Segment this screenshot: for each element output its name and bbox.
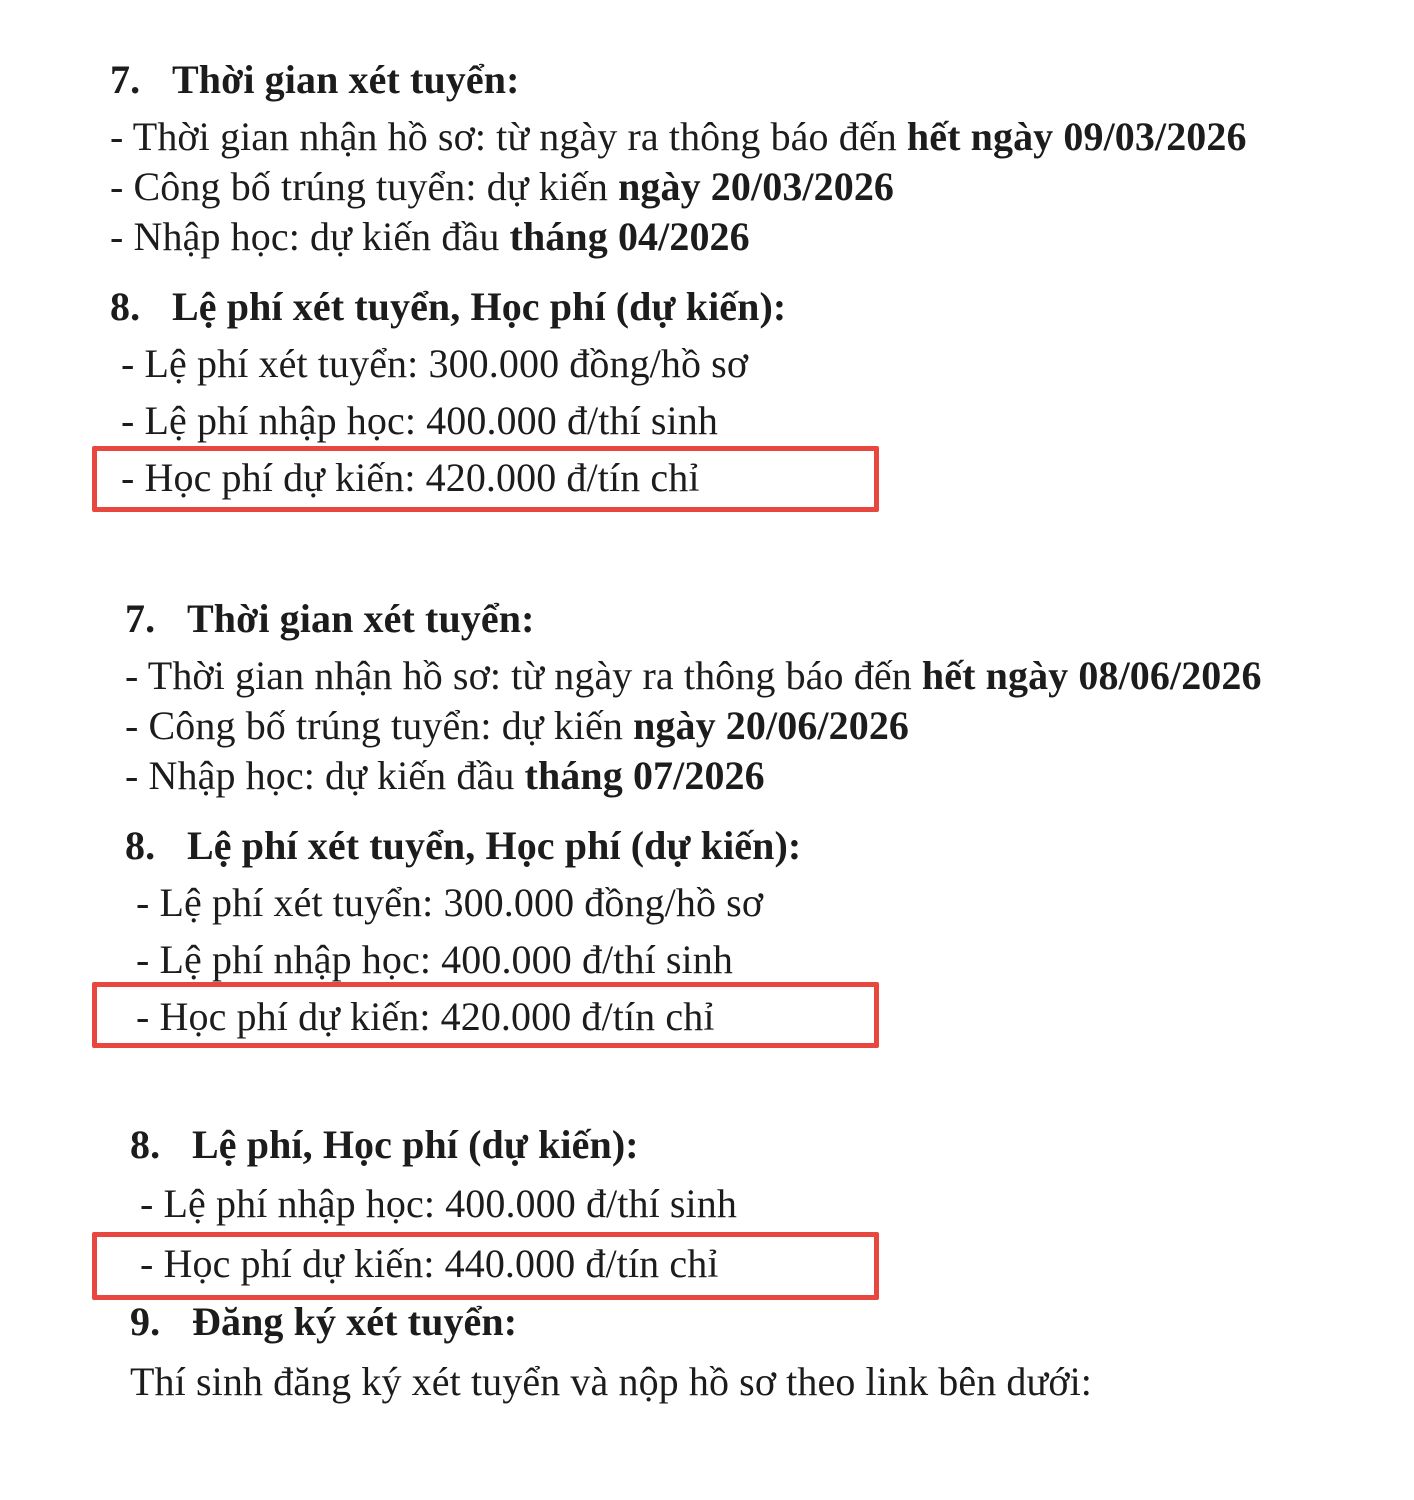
- line-text: - Công bố trúng tuyển: dự kiến: [125, 703, 634, 748]
- heading-text: Lệ phí xét tuyển, Học phí (dự kiến):: [172, 284, 787, 329]
- line-date: ngày 20/06/2026: [633, 703, 910, 748]
- line-date: hết ngày 09/03/2026: [906, 114, 1247, 159]
- block3-registration-instruction: Thí sinh đăng ký xét tuyển và nộp hồ sơ theo link bên dưới:: [130, 1359, 1092, 1404]
- block1-tuition-fee: - Học phí dự kiến: 420.000 đ/tín chỉ: [121, 455, 700, 500]
- heading-text: Lệ phí xét tuyển, Học phí (dự kiến):: [187, 823, 802, 868]
- block3-heading-8: [130, 1121, 639, 1169]
- line-date: ngày 20/03/2026: [618, 164, 895, 209]
- block1-result-announcement: [110, 163, 894, 211]
- block3-tuition-fee: - Học phí dự kiến: 440.000 đ/tín chỉ: [140, 1241, 719, 1286]
- block1-application-period: [110, 113, 1247, 161]
- block1-heading-8: [110, 283, 786, 331]
- line-text: - Thời gian nhận hồ sơ: từ ngày ra thông báo đến: [125, 653, 922, 698]
- block2-heading-8: [125, 822, 801, 870]
- heading-number: 7.: [125, 596, 156, 641]
- block2-application-fee: - Lệ phí xét tuyển: 300.000 đồng/hồ sơ: [136, 880, 764, 925]
- block3-enrollment-fee: - Lệ phí nhập học: 400.000 đ/thí sinh: [140, 1181, 737, 1226]
- block3-heading-9: [130, 1298, 517, 1346]
- heading-number: 9.: [130, 1299, 161, 1344]
- line-date: tháng 07/2026: [524, 753, 765, 798]
- block2-application-period: [125, 652, 1262, 700]
- block1-enrollment-date: [110, 213, 750, 261]
- block2-heading-7: [125, 595, 535, 643]
- block1-heading-7: [110, 56, 520, 104]
- block1-enrollment-fee: - Lệ phí nhập học: 400.000 đ/thí sinh: [121, 398, 718, 443]
- block1-application-fee: - Lệ phí xét tuyển: 300.000 đồng/hồ sơ: [121, 341, 749, 386]
- block2-result-announcement: [125, 702, 909, 750]
- heading-text: Đăng ký xét tuyển:: [192, 1299, 518, 1344]
- heading-number: 8.: [125, 823, 156, 868]
- line-text: - Nhập học: dự kiến đầu: [125, 753, 525, 798]
- line-text: - Công bố trúng tuyển: dự kiến: [110, 164, 619, 209]
- line-date: hết ngày 08/06/2026: [921, 653, 1262, 698]
- line-text: - Nhập học: dự kiến đầu: [110, 214, 510, 259]
- block2-enrollment-date: [125, 752, 765, 800]
- heading-number: 8.: [130, 1122, 161, 1167]
- block2-enrollment-fee: - Lệ phí nhập học: 400.000 đ/thí sinh: [136, 937, 733, 982]
- heading-number: 8.: [110, 284, 141, 329]
- heading-number: 7.: [110, 57, 141, 102]
- block2-tuition-fee: - Học phí dự kiến: 420.000 đ/tín chỉ: [136, 994, 715, 1039]
- line-text: - Thời gian nhận hồ sơ: từ ngày ra thông báo đến: [110, 114, 907, 159]
- heading-text: Lệ phí, Học phí (dự kiến):: [192, 1122, 639, 1167]
- heading-text: Thời gian xét tuyển:: [187, 596, 535, 641]
- heading-text: Thời gian xét tuyển:: [172, 57, 520, 102]
- line-date: tháng 04/2026: [509, 214, 750, 259]
